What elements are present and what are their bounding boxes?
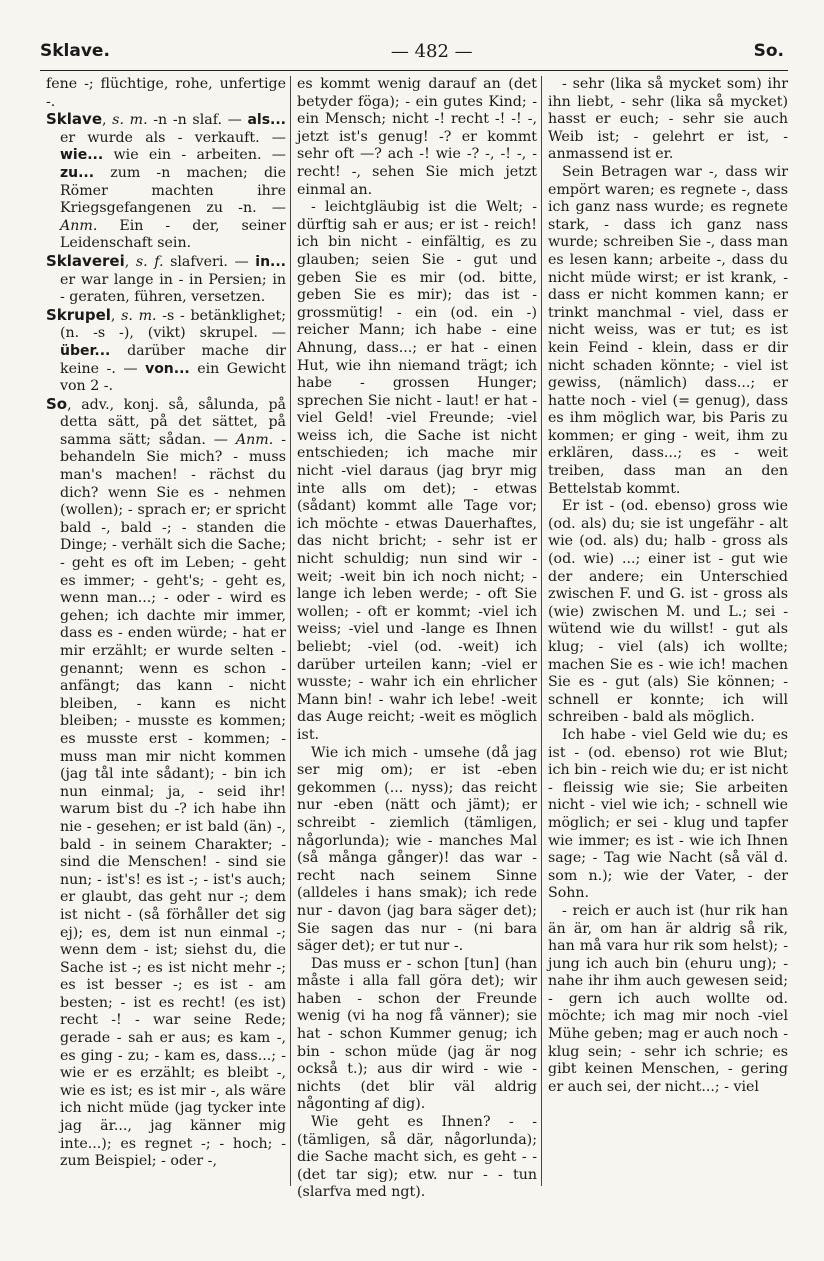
grammar-abbrev: Anm. (235, 431, 274, 448)
entry-text: ein Gewicht von 2 -. (60, 360, 286, 395)
entry-text: , (102, 112, 113, 129)
entry-text: darüber mache dir keine -. — (60, 342, 286, 377)
entry-paragraph (297, 199, 537, 744)
header-rule (40, 70, 788, 71)
entry-paragraph (548, 164, 788, 498)
entry-text: , (110, 307, 122, 324)
entry-text: Wie geht es Ihnen? - - (tämligen, så där, någorlunda); die Sache macht sich, es geht - - (det tar sig); etw. nur - - tun (slarfva med ngt). (297, 1114, 537, 1201)
header-right-guide-word: So. (753, 41, 784, 61)
entry-paragraph (297, 745, 537, 956)
entry-text: Ein - der, seiner Leidenschaft sein. (60, 217, 286, 252)
page-number: — 482 — (390, 40, 473, 62)
entry-text: zum -n machen; die Römer machten ihre Kriegsgefangenen zu -n. — (60, 164, 286, 217)
entry-text: -s - betänklighet; (n. -s -), (vikt) skrupel. — (60, 307, 286, 342)
column-1 (40, 76, 290, 1186)
subentry-keyword: als... (247, 112, 286, 129)
entry-paragraph (297, 1114, 537, 1202)
headword: So (46, 394, 68, 413)
subentry-keyword: wie... (60, 147, 104, 164)
entry-text: es kommt wenig darauf an (det betyder föga); - ein gutes Kind; - ein Mensch; nicht -! recht -! -! -, jetzt ist's genug! -? er kommt sehr oft —? ach -! wie -? -, -! -, - recht! -, sehen Sie mich jetzt einmal an. (297, 76, 537, 198)
entry-paragraph (46, 253, 286, 307)
headword: Skrupel (46, 305, 111, 324)
entry-paragraph (297, 76, 537, 199)
entry-text: Das muss er - schon [tun] (han måste i alla fall göra det); wir haben - schon der Freunde wenig (vi ha nog få vänner); sie hat - schon Kummer genug; ich bin - schon müde (jag är nog också t.); aus dir wird - wie - nichts (det blir väl aldrig någonting af dig). (297, 955, 537, 1113)
entry-paragraph (46, 111, 286, 253)
entry-text: , (124, 253, 136, 270)
subentry-keyword: von... (145, 360, 190, 377)
entry-paragraph (46, 307, 286, 396)
subentry-keyword: in... (255, 253, 286, 270)
entry-text: slafveri. — (163, 253, 256, 270)
entry-paragraph (548, 727, 788, 903)
entry-text: -n -n slaf. — (147, 112, 248, 129)
column-2 (290, 76, 541, 1201)
entry-text: , adv., konj. så, sålunda, på detta sätt, på det sättet, på samma sätt; sådan. — (60, 396, 286, 448)
grammar-abbrev: Anm. (60, 217, 98, 234)
entry-text: er war lange in - in Persien; in - geraten, führen, versetzen. (60, 271, 286, 306)
grammar-abbrev: s. f. (135, 253, 164, 270)
header-left-guide-word: Sklave. (40, 41, 110, 61)
entry-paragraph (46, 396, 286, 1171)
column-3 (541, 76, 792, 1186)
entry-paragraph (548, 903, 788, 1097)
entry-text: Sein Betragen war -, dass wir empört waren; es regnete -, dass ich ganz nass wurde; es regnete stark, - dass ich ganz nass wurde; schreiben Sie -, dass man es lesen kann; arbeite -, dass du nicht müde wirst; er ist krank, - dass er nicht kommen kann; er trinkt manchmal - viel, dass er nicht weiss, was er tut; es ist kein Feind - klein, dass er dir nicht schaden könnte; - viel ist gewiss, (nämlich) dass...; er hatte noch - viel (= genug), dass es ihm möglich war, bis Paris zu kommen; er ging - weit, ihm zu erklären, dass...; es - weit treiben, dass man an den Bettelstab kommt. (548, 163, 788, 497)
grammar-abbrev: s. m. (112, 112, 148, 129)
entry-text: Wie ich mich - umsehe (då jag ser mig om); er ist -eben gekommen (... nyss); das reicht nur -eben (nätt och jämt); er schreibt - ziemlich (tämligen, någorlunda); wie - manches Mal (så många gånger)! das war - recht nach seinem Sinne (alldeles i hans smak); ich rede nur - davon (jag bara säger det); Sie sagen das nur - (ni bara säger det); er tut nur -. (297, 744, 537, 955)
entry-text: wie ein - arbeiten. — (103, 147, 286, 164)
headword: Sklaverei (46, 251, 125, 270)
entry-paragraph (548, 76, 788, 164)
dictionary-columns (40, 76, 792, 1201)
subentry-keyword: über... (60, 342, 111, 359)
running-header (40, 36, 784, 66)
entry-text: fene -; flüchtige, rohe, unfertige -. (46, 76, 286, 110)
entry-text: - reich er auch ist (hur rik han än är, om han är aldrig så rik, han må vara hur rik som helst); - jung ich auch bin (ehuru ung); - nahe ihr ihm auch gewesen seid; - gern ich auch wollte od. möchte; ich mag mir noch -viel Mühe geben; mag er auch noch - klug sein; - sehr ich schrie; es gibt keinen Menschen, - gering er auch sei, der nicht...; - viel (548, 902, 788, 1095)
entry-text: - behandeln Sie mich? - muss man's machen! - rächst du dich? wenn Sie es - nehmen (wollen); - sprach er; er spricht bald -, bald -; - standen die Dinge; - verhält sich die Sache; - geht es oft im Leben; - geht es immer; - geht's; - geht es, wenn man...; - oder - wird es gehen; ich dachte mir immer, dass es - enden würde; - hat er mir erzählt; er wurde selten - genannt; wenn es schon - anfängt; das kann - nicht bleiben, - kann es nicht bleiben; - musste es kommen; es musste erst - kommen; - muss man mir nicht kommen (jag tål inte sådant); - bin ich nun einmal; ja, - seid ihr! warum bist du -? ich habe ihn nie - gesehen; er ist bald (än) -, bald - in seinem Charakter; - sind die Menschen! - sind sie nun; - ist's! es ist -; - ist's auch; er glaubt, das geht nur -; dem ist nicht - (så förhåller det sig ej); es, dem ist nun einmal -; wenn dem - ist; siehst du, die Sache ist -; es ist nicht mehr -; es ist besser -; es ist - am besten; - ist es recht! (es ist) recht -! - war seine Rede; gerade - sah er aus; es kam -, es ging - zu; - kam es, dass...; - wie er es erzählt; es bleibt -, wie es ist; es ist mir -, als wäre ich nicht müde (jag tycker inte jag är..., jag känner mig inte...); es regnet -; - hoch; - zum Beispiel; - oder -, (60, 431, 286, 1170)
subentry-keyword: zu... (60, 164, 95, 181)
entry-text: Er ist - (od. ebenso) gross wie (od. als) du; sie ist ungefähr - alt wie (od. als) du; halb - gross als (od. wie) ...; einer ist - gut wie der andere; ein Unterschied zwischen F. und G. ist - gross als (wie) zwischen M. und L.; sei - wütend wie du willst! - gut als klug; - viel (als) ich wollte; machen Sie es - wie ich! machen Sie es - gut (als) Sie können; - schnell er konnte; ich will schreiben - bald als möglich. (548, 498, 788, 726)
entry-text: - sehr (lika så mycket som) ihr ihn liebt, - sehr (lika så mycket) hasst er euch; - sehr sie auch Weib ist; - gelehrt er ist, - anmassend ist er. (548, 76, 788, 163)
entry-text: Ich habe - viel Geld wie du; es ist - (od. ebenso) rot wie Blut; ich bin - reich wie du; er ist nicht - fleissig wie sie; Sie arbeiten nicht - viel wie ich; - schnell wie möglich; er sei - klug und tapfer wie immer; es ist - wie ich Ihnen sage; - Tag wie Nacht (så väl d. som n.); wie der Vater, - der Sohn. (548, 726, 788, 902)
entry-paragraph (548, 498, 788, 727)
entry-text: er wurde als - verkauft. — (60, 129, 286, 146)
entry-paragraph (297, 956, 537, 1114)
headword: Sklave (46, 110, 102, 129)
entry-paragraph (46, 76, 286, 111)
entry-text: - leichtgläubig ist die Welt; - dürftig sah er aus; er ist - reich! ich bin nicht - einfältig, es zu glauben; seien Sie - gut und geben Sie es mir (od. bitte, geben Sie es mir); das ist - grossmütig! - ein (od. ein -) reicher Mann; ich habe - eine Ahnung, dass...; er hat - einen Hut, wie ihn niemand trägt; ich habe - grossen Hunger; sprechen Sie nicht - laut! er hat -viel Geld! -viel Freunde; -viel weiss ich, die Sache ist nicht entschieden; ich mache mir nicht -viel daraus (jag bryr mig inte alls om det); - etwas (sådant) kommt alle Tage vor; ich möchte - etwas Dauerhaftes, das nicht bricht; - sehr ist er nicht schuldig; nun sind wir - weit; -weit bin ich noch nicht; -lange ich leben werde; - oft Sie wollen; - oft er kommt; -viel ich weiss; -viel und -lange es Ihnen beliebt; -viel (od. -weit) ich darüber urteilen kann; -viel er wusste; - wahr ich ein ehrlicher Mann bin! - wahr ich lebe! -weit das Auge reicht; -weit es möglich ist. (297, 199, 537, 743)
grammar-abbrev: s. m. (121, 307, 157, 324)
